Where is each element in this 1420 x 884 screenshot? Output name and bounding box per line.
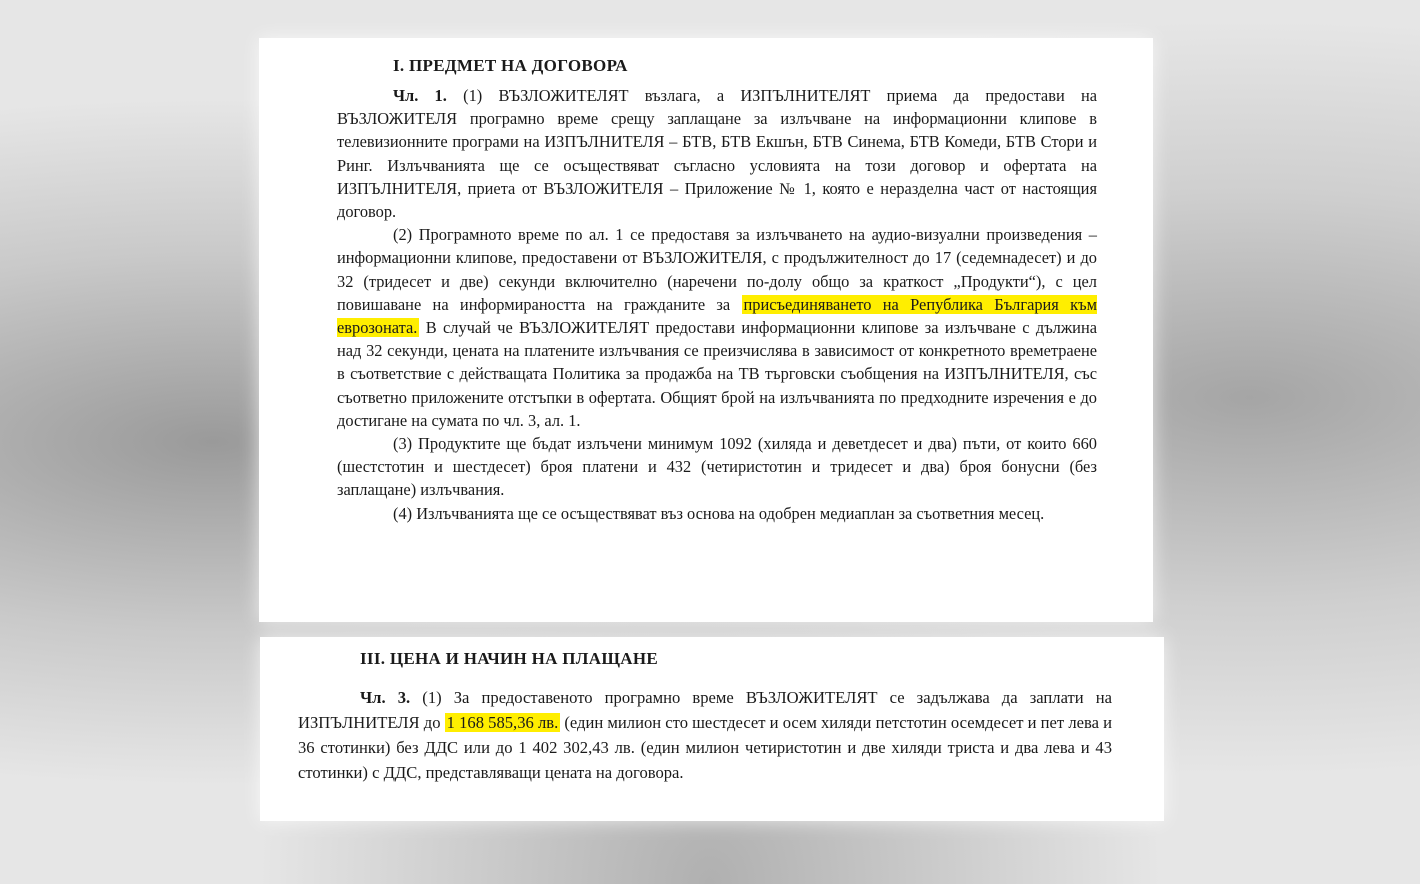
article-1-paragraph-1 [337, 84, 1097, 223]
article-1-paragraph-4: (4) Излъчванията ще се осъществяват въз основа на одобрен медиаплан за съответния месец. [393, 503, 1045, 523]
article-1-paragraph-2 [337, 223, 1097, 432]
article-1-paragraph-3: (3) Продуктите ще бъдат излъчени минимум 1092 (хиляда и деветдесет и два) пъти, от които 660 (шестстотин и шестдесет) броя платени и 432 (четиристотин и тридесет и два) броя бонусни (без заплащане) излъчвания. [337, 434, 1097, 500]
article-1-paragraph-2-text-before: (2) Програмното време по ал. 1 се предоставя за излъчването на аудио-визуални произведения – информационни клипове, предоставени от ВЪЗЛОЖИТЕЛЯ, с продължителност до 17 (седемнадесет) и до 32 (тридесет и две) секунди включително (наречени по-долу общо за краткост „Продукти“), с цел повишаване на информираността на гражданите за [337, 225, 1097, 314]
contract-page-section-3 [260, 637, 1164, 821]
article-1-label: Чл. 1. [393, 86, 447, 105]
article-3-paragraph-1-text-before: (1) За предоставеното програмно време ВЪЗЛОЖИТЕЛЯТ се задължава да заплати на ИЗПЪЛНИТЕЛЯ до [298, 688, 1112, 732]
section-3-title: III. ЦЕНА И НАЧИН НА ПЛАЩАНЕ [360, 649, 659, 668]
article-1-paragraph-1-text: (1) ВЪЗЛОЖИТЕЛЯТ възлага, а ИЗПЪЛНИТЕЛЯТ приема да предостави на ВЪЗЛОЖИТЕЛЯ програмно време срещу заплащане за излъчване на информационни клипове в телевизионните програми на ИЗПЪЛНИТЕЛЯ – БТВ, БТВ Екшън, БТВ Синема, БТВ Комеди, БТВ Стори и Ринг. Излъчванията ще се осъществяват съгласно условията на този договор и офертата на ИЗПЪЛНИТЕЛЯ, приета от ВЪЗЛОЖИТЕЛЯ – Приложение № 1, която е неразделна част от настоящия договор. [337, 86, 1097, 222]
article-3-paragraph-1 [298, 685, 1112, 785]
article-1-paragraph-2-text-after: В случай че ВЪЗЛОЖИТЕЛЯТ предостави информационни клипове за излъчване с дължина над 32 секунди, цената на платените излъчвания се преизчислява в зависимост от конкретното времетраене в съответствие с действащата Политика за продажба на ТВ търговски съобщения на ИЗПЪЛНИТЕЛЯ, със съответно приложените отстъпки в офертата. Общият брой на излъчванията по предходните изречения е до достигане на сумата по чл. 3, ал. 1. [337, 318, 1097, 430]
section-1-title: I. ПРЕДМЕТ НА ДОГОВОРА [393, 56, 628, 75]
highlighted-contract-amount: 1 168 585,36 лв. [446, 713, 559, 732]
highlighted-eurozone-phrase: присъединяването на Република България към еврозоната. [337, 294, 1097, 338]
contract-page-section-1 [259, 38, 1153, 622]
article-3-paragraph-1-text-after: (един милион сто шестдесет и осем хиляди петстотин осемдесет и пет лева и 36 стотинки) без ДДС или до 1 402 302,43 лв. (един милион четиристотин и две хиляди триста и два лева и 43 стотинки) с ДДС, представляващи цената на договора. [298, 713, 1112, 782]
article-3-label: Чл. 3. [360, 688, 411, 707]
